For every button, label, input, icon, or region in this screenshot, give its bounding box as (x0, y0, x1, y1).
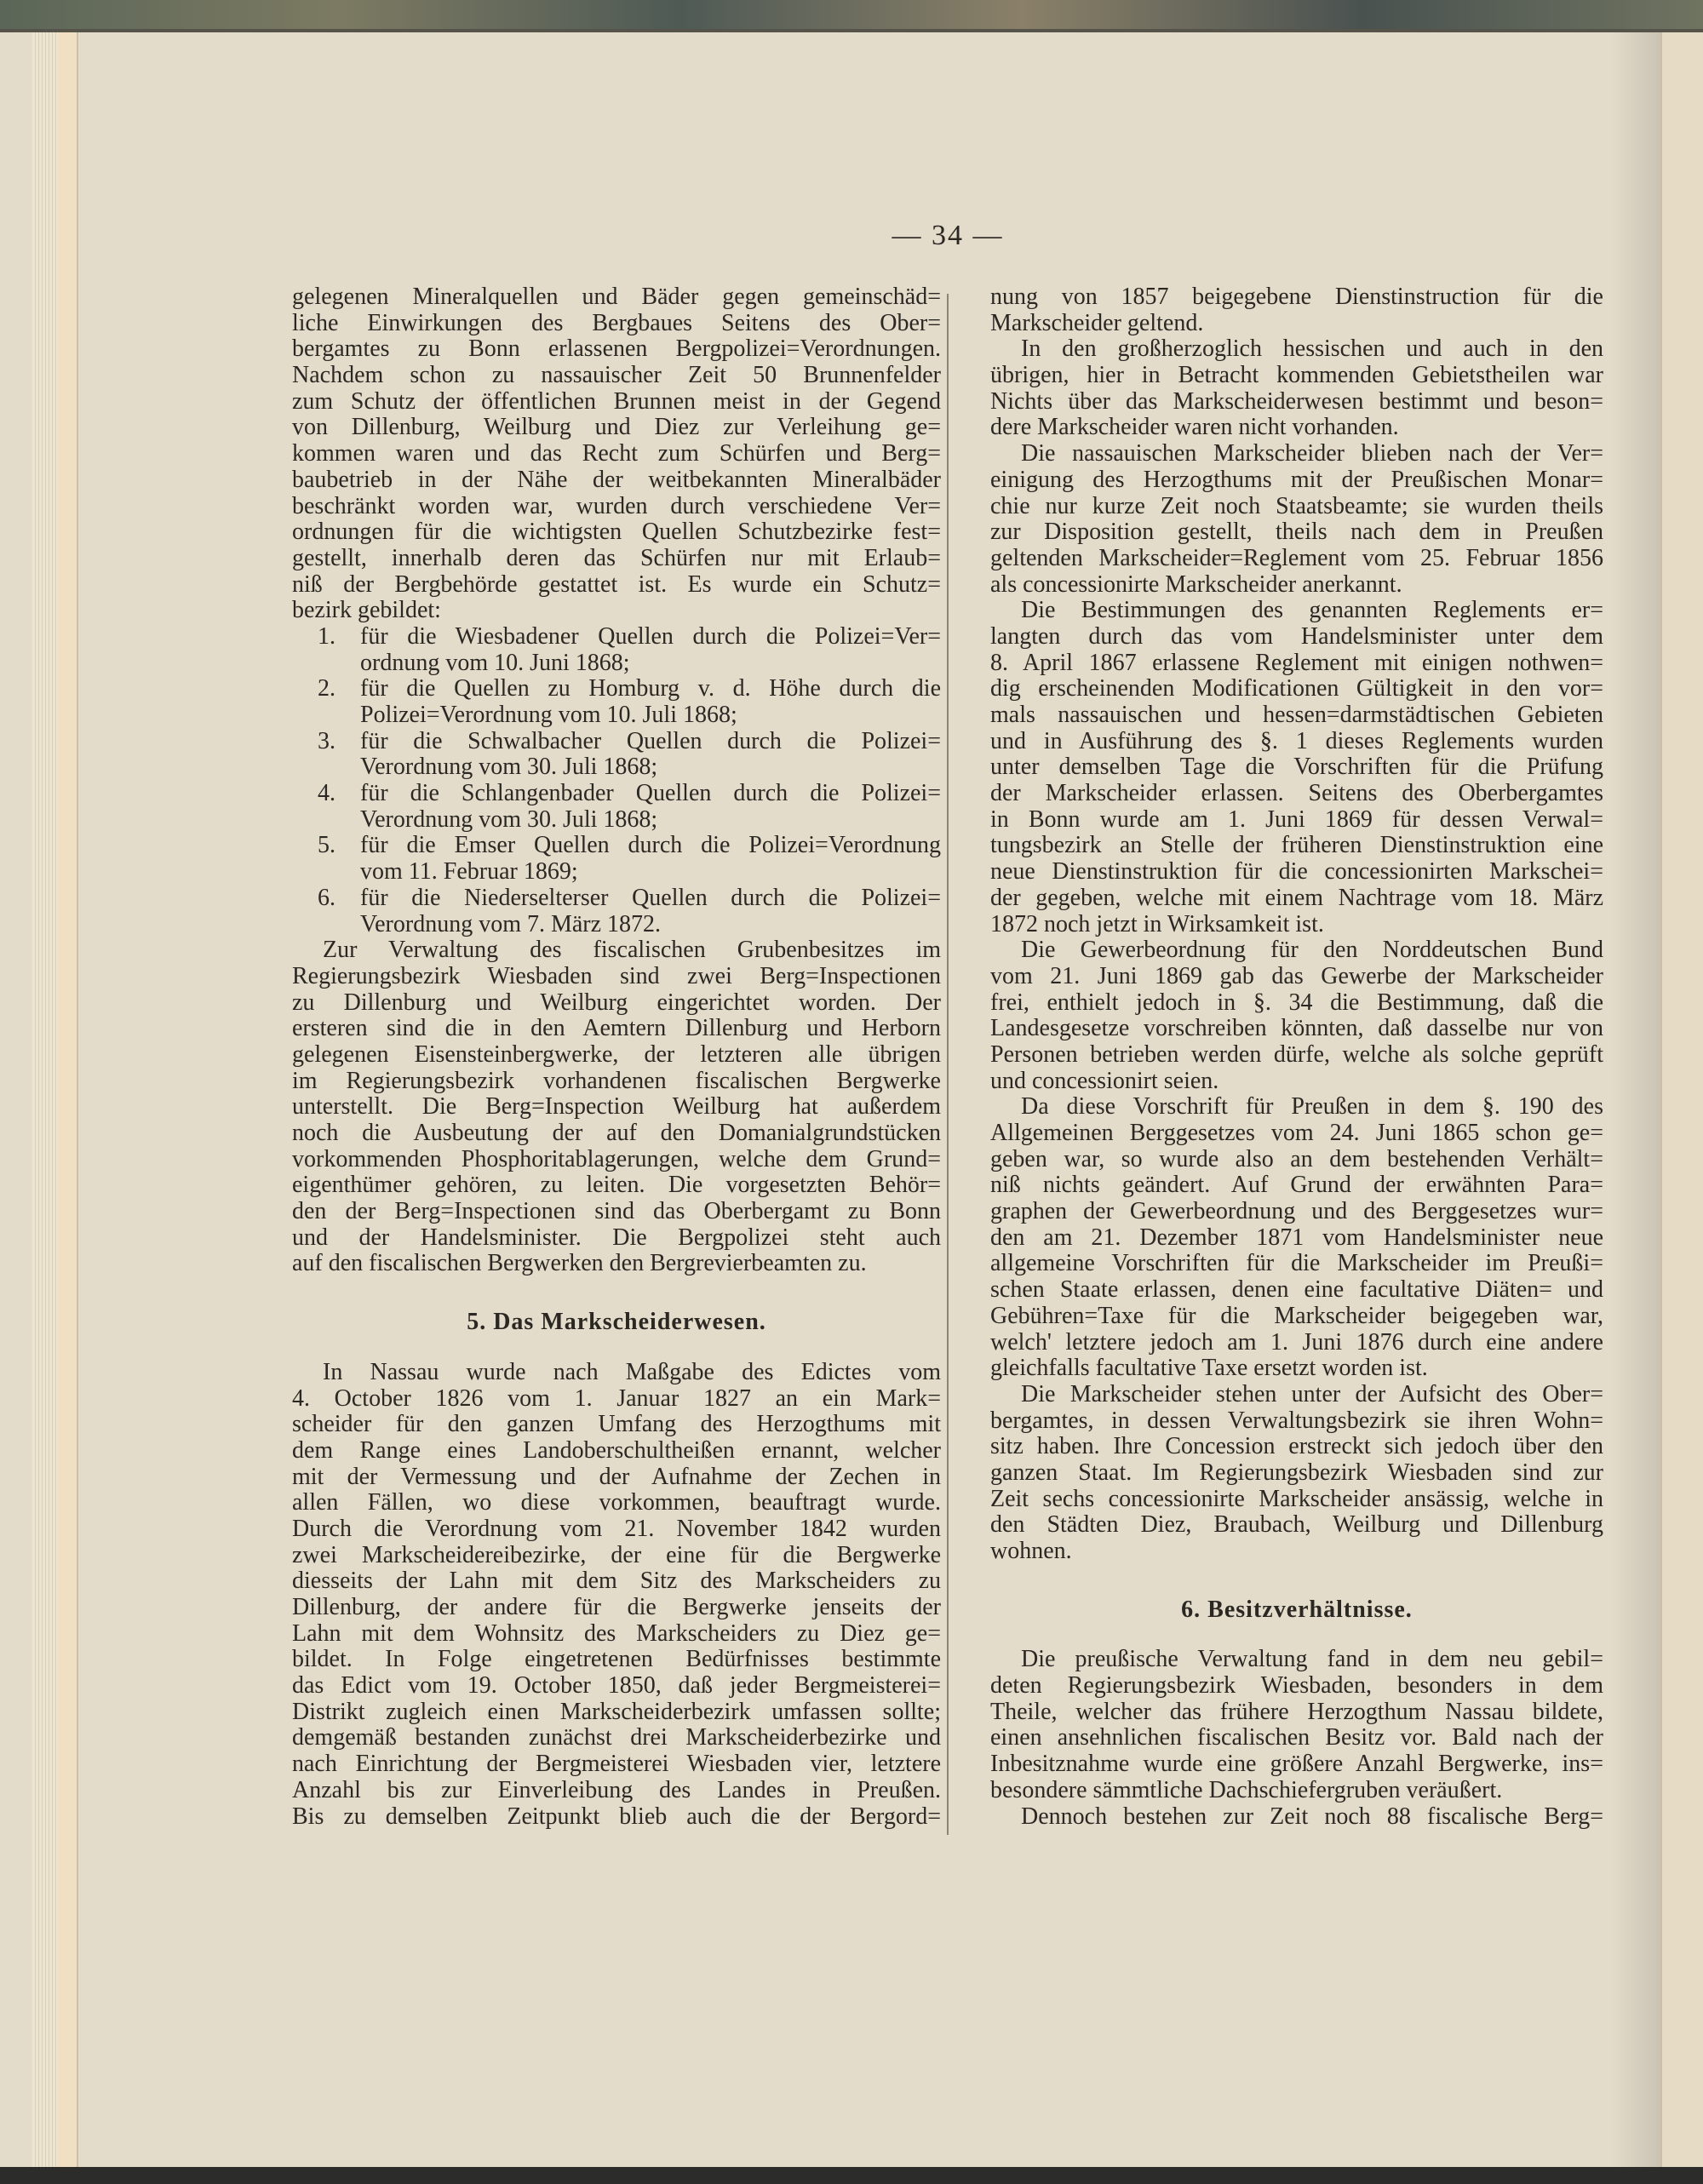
text-line: Nichts über das Markscheiderwesen bestimmt und beson= (990, 387, 1603, 415)
left-column (292, 284, 941, 1830)
text-line: für die Quellen zu Homburg v. d. Höhe durch die (360, 675, 941, 702)
text-line: eigenthümer gehören, zu leiten. Die vorgesetzten Behör= (292, 1172, 941, 1199)
page-number: — 34 — (892, 220, 1004, 251)
text-line: bildet. In Folge eingetretenen Bedürfnisses bestimmte (292, 1646, 941, 1673)
text-line: schen Staate erlassen, denen eine facultative Diäten= und (990, 1276, 1603, 1304)
text-line: für die Schlangenbader Quellen durch die Polizei= (360, 780, 941, 807)
text-line: für die Schwalbacher Quellen durch die Polizei= (360, 727, 941, 754)
text-line: von Dillenburg, Weilburg und Diez zur Verleihung ge= (292, 414, 941, 441)
text-line: Inbesitznahme wurde eine größere Anzahl Bergwerke, ins= (990, 1751, 1603, 1778)
text-line: in Bonn wurde am 1. Juni 1869 für dessen Verwal= (990, 805, 1603, 833)
text-line: für die Wiesbadener Quellen durch die Polizei=Ver= (360, 622, 941, 650)
text-line: Verordnung vom 30. Juli 1868; (360, 805, 658, 833)
text-line: nung von 1857 beigegebene Dienstinstruction für die (990, 284, 1603, 310)
text-line: den am 21. Dezember 1871 vom Handelsminister neue (990, 1224, 1603, 1251)
text-line: chie nur kurze Zeit noch Staatsbeamte; sie wurden theils (990, 492, 1603, 519)
text-line: tungsbezirk an Stelle der früheren Dienstinstruktion eine (990, 832, 1603, 859)
text-line: unterstellt. Die Berg=Inspection Weilburg hat außerdem (292, 1093, 941, 1121)
list-number: 6. (318, 884, 335, 911)
text-line: Die Gewerbeordnung für den Norddeutschen Bund (1021, 937, 1603, 964)
text-line: Allgemeinen Berggesetzes vom 24. Juni 1865 schon ge= (990, 1120, 1603, 1146)
text-line: gleichfalls facultative Taxe ersetzt worden ist. (990, 1355, 1428, 1382)
list-item (292, 833, 941, 885)
text-line: gestellt, innerhalb deren das Schürfen nur mit Erlaub= (292, 544, 941, 571)
text-line: einigung des Herzogthums mit der Preußischen Monar= (990, 466, 1603, 493)
list-item (292, 729, 941, 781)
text-line: dere Markscheider waren nicht vorhanden. (990, 414, 1399, 441)
text-line: Landesgesetze vorschreiben könnten, daß dasselbe nur von (990, 1015, 1603, 1042)
text-line: vom 11. Februar 1869; (360, 858, 578, 886)
list-item (292, 624, 941, 676)
text-line: der Markscheider erlassen. Seitens des Oberbergamtes (990, 780, 1603, 807)
paragraph (990, 1382, 1603, 1565)
text-line: kommen waren und das Recht zum Schürfen und Berg= (292, 440, 941, 467)
text-line: für die Niederselterser Quellen durch die Polizei= (360, 884, 941, 911)
text-line: den der Berg=Inspectionen sind das Oberbergamt zu Bonn (292, 1198, 941, 1225)
text-line: mit der Vermessung und der Aufnahme der Zechen in (292, 1463, 941, 1490)
next-page-edge (1660, 32, 1703, 2170)
text-line: Dennoch bestehen zur Zeit noch 88 fiscalische Berg= (1021, 1803, 1603, 1830)
text-line: Durch die Verordnung vom 21. November 1842 wurden (292, 1515, 941, 1542)
text-line: scheider für den ganzen Umfang des Herzogthums mit (292, 1411, 941, 1438)
text-line: gelegenen Mineralquellen und Bäder gegen gemeinschäd= (292, 284, 941, 310)
text-line: bergamtes zu Bonn erlassenen Bergpolizei=Verordnungen. (292, 335, 941, 363)
column-divider (947, 294, 949, 1835)
text-line: Distrikt zugleich einen Markscheiderbezirk umfassen sollte; (292, 1698, 941, 1725)
book-bottom-edge (0, 2167, 1703, 2184)
text-line: nach Einrichtung der Bergmeisterei Wiesbaden vier, letztere (292, 1751, 941, 1778)
text-line: zur Disposition gestellt, theils nach dem in Preußen (990, 519, 1603, 546)
text-line: neue Dienstinstruktion für die concessionirten Markschei= (990, 858, 1603, 886)
book-top-edge (0, 0, 1703, 32)
text-line: geltenden Markscheider=Reglement vom 25. Februar 1856 (990, 544, 1603, 571)
paragraph (990, 336, 1603, 441)
paragraph (990, 441, 1603, 598)
paragraph (292, 284, 941, 624)
list-number: 2. (318, 675, 335, 702)
paragraph (292, 937, 941, 1277)
text-line: 1872 noch jetzt in Wirksamkeit ist. (990, 910, 1324, 937)
text-line: Verordnung vom 7. März 1872. (360, 910, 662, 937)
text-line: bergamtes, in dessen Verwaltungsbezirk sie ihren Wohn= (990, 1407, 1603, 1434)
text-line: ordnungen für die wichtigsten Quellen Schutzbezirke fest= (292, 519, 941, 546)
text-line: niß nichts geändert. Auf Grund der erwähnten Para= (990, 1172, 1603, 1199)
list-number: 4. (318, 780, 335, 807)
text-line: Da diese Vorschrift für Preußen in dem §. 190 des (1021, 1093, 1603, 1121)
text-line: Bis zu demselben Zeitpunkt blieb auch die der Bergord= (292, 1803, 941, 1830)
text-line: Markscheider geltend. (990, 309, 1204, 336)
text-line: zum Schutz der öffentlichen Brunnen meist in der Gegend (292, 387, 941, 415)
text-line: Theile, welcher das frühere Herzogthum Nassau bildete, (990, 1698, 1603, 1725)
text-line: liche Einwirkungen des Bergbaues Seitens des Ober= (292, 309, 941, 336)
text-line: zwei Markscheidereibezirke, der eine für die Bergwerke (292, 1541, 941, 1568)
page-gutter-shadow (1609, 32, 1660, 2170)
text-line: niß der Bergbehörde gestattet ist. Es wurde ein Schutz= (292, 570, 941, 598)
text-line: gelegenen Eisensteinbergwerke, der letzteren alle übrigen (292, 1040, 941, 1068)
text-line: dem Range eines Landoberschultheißen ernannt, welcher (292, 1436, 941, 1464)
text-line: unter demselben Tage die Vorschriften für die Prüfung (990, 754, 1603, 781)
paragraph (990, 937, 1603, 1094)
paragraph (292, 1360, 941, 1830)
text-line: graphen der Gewerbeordnung und des Berggesetzes wur= (990, 1198, 1603, 1225)
text-line: baubetrieb in der Nähe der weitbekannten Mineralbäder (292, 466, 941, 493)
text-line: ersteren sind die in den Aemtern Dillenburg und Herborn (292, 1015, 941, 1042)
right-column (990, 284, 1603, 1830)
text-line: demgemäß bestanden zunächst drei Markscheiderbezirke und (292, 1724, 941, 1751)
text-line: und in Ausführung des §. 1 dieses Reglements wurden (990, 727, 1603, 754)
text-line: Personen betrieben werden dürfe, welche als solche geprüft (990, 1040, 1603, 1068)
list-item (292, 886, 941, 937)
text-line: ganzen Staat. Im Regierungsbezirk Wiesbaden sind zur (990, 1459, 1603, 1486)
text-line: Zeit sechs concessionirte Markscheider ansässig, welche in (990, 1485, 1603, 1512)
text-line: Polizei=Verordnung vom 10. Juli 1868; (360, 702, 737, 728)
section-heading: 6. Besitzverhältnisse. (1181, 1596, 1413, 1623)
text-line: das Edict vom 19. October 1850, daß jeder Bergmeisterei= (292, 1672, 941, 1700)
text-line: Nachdem schon zu nassauischer Zeit 50 Brunnenfelder (292, 362, 941, 389)
list-number: 5. (318, 832, 335, 859)
text-line: den Städten Diez, Braubach, Weilburg und Dillenburg (990, 1511, 1603, 1539)
text-line: mals nassauischen und hessen=darmstädtischen Gebieten (990, 702, 1603, 728)
text-line: 8. April 1867 erlassene Reglement mit einigen nothwen= (990, 649, 1603, 676)
text-line: Regierungsbezirk Wiesbaden sind zwei Berg=Inspectionen (292, 962, 941, 989)
text-line: frei, enthielt jedoch in §. 34 die Bestimmung, daß die (990, 989, 1603, 1016)
text-line: wohnen. (990, 1538, 1072, 1564)
text-line: Anzahl bis zur Einverleibung des Landes in Preußen. (292, 1776, 941, 1803)
paragraph (990, 284, 1603, 336)
text-line: und concessionirt seien. (990, 1067, 1219, 1094)
text-line: Die nassauischen Markscheider blieben nach der Ver= (1021, 440, 1603, 467)
text-line: und der Handelsminister. Die Bergpolizei steht auch (292, 1224, 941, 1251)
text-line: diesseits der Lahn mit dem Sitz des Markscheiders zu (292, 1568, 941, 1595)
list-number: 1. (318, 622, 335, 650)
text-line: geben war, so wurde also an dem bestehenden Verhält= (990, 1145, 1603, 1172)
text-line: allgemeine Vorschriften für die Markscheider im Preußi= (990, 1250, 1603, 1277)
text-line: Gebühren=Taxe für die Markscheider beigegeben war, (990, 1302, 1603, 1329)
text-line: langten durch das vom Handelsminister unter dem (990, 622, 1603, 650)
text-line: noch die Ausbeutung der auf den Domanialgrundstücken (292, 1120, 941, 1146)
text-line: In den großherzoglich hessischen und auch in den (1021, 335, 1603, 363)
text-line: Verordnung vom 30. Juli 1868; (360, 754, 658, 781)
text-line: beschränkt worden war, wurden durch verschiedene Ver= (292, 492, 941, 519)
text-line: im Regierungsbezirk vorhandenen fiscalischen Bergwerke (292, 1067, 941, 1094)
page-stack-edge (32, 32, 78, 2170)
text-line: auf den fiscalischen Bergwerken den Bergrevierbeamten zu. (292, 1250, 867, 1277)
text-line: Die Markscheider stehen unter der Aufsicht des Ober= (1021, 1380, 1603, 1407)
text-line: ordnung vom 10. Juni 1868; (360, 649, 630, 676)
text-line: Die preußische Verwaltung fand in dem neu gebil= (1021, 1646, 1603, 1673)
text-line: zu Dillenburg und Weilburg eingerichtet worden. Der (292, 989, 941, 1016)
paragraph (990, 1647, 1603, 1803)
text-line: welch' letztere jedoch am 1. Juni 1876 durch eine andere (990, 1328, 1603, 1356)
text-line: Die Bestimmungen des genannten Reglements er= (1021, 597, 1603, 624)
text-line: In Nassau wurde nach Maßgabe des Edictes vom (323, 1358, 941, 1385)
text-line: vom 21. Juni 1869 gab das Gewerbe der Markscheider (990, 962, 1603, 989)
text-line: als concessionirte Markscheider anerkannt. (990, 570, 1402, 598)
text-line: besondere sämmtliche Dachschiefergruben veräußert. (990, 1776, 1503, 1803)
text-line: allen Fällen, wo diese vorkommen, beauftragt wurde. (292, 1489, 941, 1516)
paragraph (990, 1094, 1603, 1382)
text-line: der gegeben, welche mit einem Nachtrage vom 18. März (990, 884, 1603, 911)
list-item (292, 676, 941, 728)
section-heading: 5. Das Markscheiderwesen. (467, 1309, 766, 1336)
text-line: vorkommenden Phosphoritablagerungen, welche dem Grund= (292, 1145, 941, 1172)
text-line: dig erscheinenden Modificationen Gültigkeit in den vor= (990, 675, 1603, 702)
text-line: einen ansehnlichen fiscalischen Besitz vor. Bald nach der (990, 1724, 1603, 1751)
text-line: 4. October 1826 vom 1. Januar 1827 an ein Mark= (292, 1384, 941, 1412)
text-line: bezirk gebildet: (292, 597, 441, 624)
list-number: 3. (318, 727, 335, 754)
text-line: sitz haben. Ihre Concession erstreckt sich jedoch über den (990, 1433, 1603, 1460)
text-line: Lahn mit dem Wohnsitz des Markscheiders zu Diez ge= (292, 1619, 941, 1647)
list-item (292, 781, 941, 833)
text-line: Dillenburg, der andere für die Bergwerke jenseits der (292, 1594, 941, 1620)
text-line: für die Emser Quellen durch die Polizei=Verordnung (360, 832, 941, 859)
text-line: deten Regierungsbezirk Wiesbaden, besonders in dem (990, 1672, 1603, 1700)
text-line: Zur Verwaltung des fiscalischen Grubenbesitzes im (323, 937, 941, 964)
paragraph (990, 598, 1603, 937)
paragraph (990, 1804, 1603, 1831)
text-line: übrigen, hier in Betracht kommenden Gebietstheilen war (990, 362, 1603, 389)
